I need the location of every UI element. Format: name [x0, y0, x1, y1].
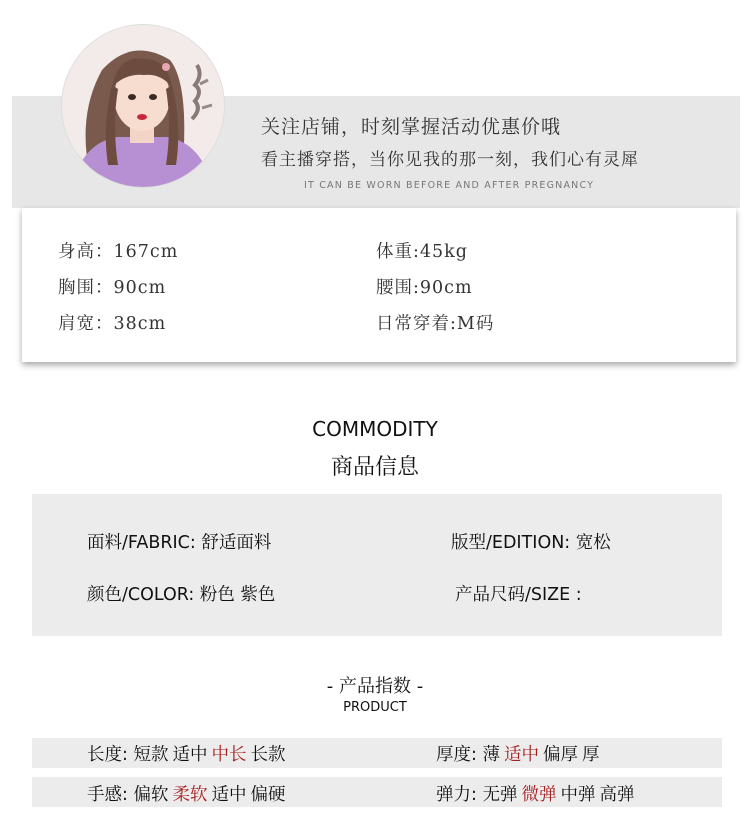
model-daily-size: 日常穿着:M码: [376, 314, 495, 334]
product-index-title-cn: - 产品指数 -: [326, 676, 424, 697]
commodity-title-cn: 商品信息: [330, 455, 419, 480]
index-feel-label: 手感:: [87, 785, 128, 805]
model-bust: 胸围：90cm: [58, 278, 167, 298]
model-weight: 体重:45kg: [376, 242, 468, 262]
index-option: 偏硬: [250, 785, 286, 805]
model-shoulder: 肩宽：38cm: [58, 314, 167, 334]
index-feel: [87, 781, 289, 806]
index-option: 偏厚: [542, 745, 578, 765]
index-option: 厚: [581, 745, 600, 765]
index-option-selected: 微弹: [521, 785, 557, 805]
commodity-title-en: COMMODITY: [312, 417, 438, 441]
index-option-selected: 适中: [503, 745, 539, 765]
index-option: 长款: [250, 745, 286, 765]
pregnancy-tagline: IT CAN BE WORN BEFORE AND AFTER PREGNANCY: [304, 180, 595, 191]
index-feel-options: [133, 785, 289, 805]
index-option: 中弹: [560, 785, 596, 805]
index-option: 高弹: [599, 785, 635, 805]
index-thickness: [436, 741, 603, 766]
index-length: [87, 741, 289, 766]
outfit-slogan: 看主播穿搭，当你见我的那一刻，我们心有灵犀: [261, 150, 639, 170]
index-option: 适中: [211, 785, 247, 805]
follow-shop-slogan: 关注店铺，时刻掌握活动优惠价哦: [261, 116, 562, 138]
model-waist: 腰围:90cm: [376, 278, 473, 298]
index-length-options: [133, 745, 289, 765]
index-length-label: 长度:: [87, 745, 128, 765]
index-option: 偏软: [133, 785, 169, 805]
model-avatar: [62, 25, 224, 187]
model-height: 身高：167cm: [58, 242, 179, 262]
index-elasticity-label: 弹力:: [436, 785, 477, 805]
spec-fabric: 面料/FABRIC: 舒适面料: [87, 533, 272, 553]
spec-edition: 版型/EDITION: 宽松: [451, 533, 611, 553]
index-thickness-label: 厚度:: [436, 745, 477, 765]
index-option: 适中: [172, 745, 208, 765]
commodity-info-panel: [32, 494, 722, 636]
spec-color: 颜色/COLOR: 粉色 紫色: [87, 585, 276, 605]
index-elasticity: [436, 781, 638, 806]
index-option: 无弹: [482, 785, 518, 805]
product-index-title-en: PRODUCT: [343, 700, 407, 715]
spec-size: 产品尺码/SIZE :: [455, 585, 582, 605]
index-option: 短款: [133, 745, 169, 765]
index-thickness-options: [482, 745, 603, 765]
index-option-selected: 中长: [211, 745, 247, 765]
index-option-selected: 柔软: [172, 785, 208, 805]
index-elasticity-options: [482, 785, 638, 805]
index-option: 薄: [482, 745, 500, 765]
